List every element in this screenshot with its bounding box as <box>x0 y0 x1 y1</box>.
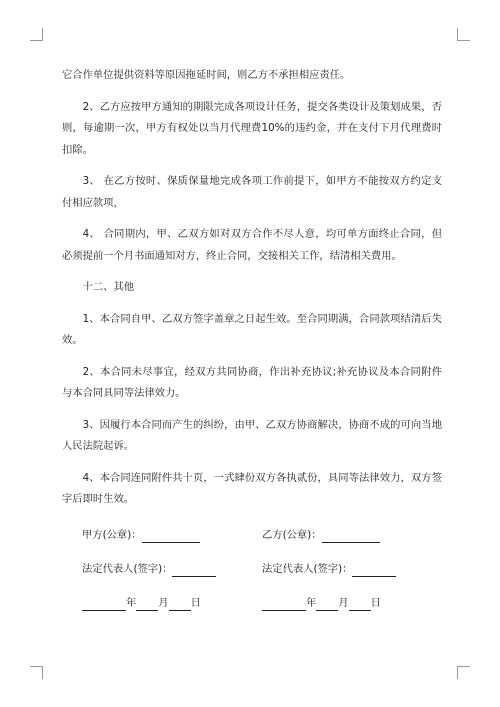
signature-row-date <box>62 589 442 619</box>
party-b-year-blank <box>262 598 306 611</box>
party-b-representative <box>262 559 442 581</box>
party-b-year-label: 年 <box>306 596 317 609</box>
document-body <box>62 65 442 619</box>
party-a-day-label: 日 <box>190 596 201 609</box>
party-b-rep-label: 法定代表人(签字)： <box>262 562 353 575</box>
party-b-month-label: 月 <box>338 596 349 609</box>
party-a-day-blank <box>169 598 191 611</box>
paragraph-other-3: 3、因履行本合同而产生的纠纷，由甲、乙双方协商解决，协商不成的可向当地人民法院起诉。 <box>62 418 442 452</box>
party-a-year-blank <box>82 598 126 611</box>
party-a-seal-blank <box>142 530 200 543</box>
paragraph-other-2: 2、本合同未尽事宜，经双方共同协商，作出补充协议;补充协议及本合同附件与本合同具同等法律效力。 <box>62 365 442 399</box>
party-a-year-label: 年 <box>126 596 137 609</box>
party-a-month-label: 月 <box>158 596 169 609</box>
signature-row-representative <box>62 555 442 585</box>
party-a-rep-label: 法定代表人(签字)： <box>82 562 173 575</box>
party-b-day-label: 日 <box>370 596 381 609</box>
paragraph-clause-2: 2、乙方应按甲方通知的期限完成各项设计任务，提交各类设计及策划成果，否则，每逾期一次，甲方有权处以当月代理费10%的违约金，并在支付下月代理费时扣除。 <box>62 100 442 156</box>
crop-mark-bottom-right <box>457 666 470 679</box>
party-b-rep-blank <box>352 564 396 577</box>
signature-row-seal <box>62 521 442 551</box>
section-heading-other: 十二、其他 <box>82 281 135 293</box>
paragraph-other-4: 4、本合同连同附件共十页，一式肆份双方各执贰份，具同等法律效力，双方签字后即时生效。 <box>62 471 442 505</box>
crop-mark-top-left <box>30 28 43 41</box>
party-b-month-blank <box>316 598 338 611</box>
party-b-seal-label: 乙方(公章)： <box>262 528 322 541</box>
party-a-date <box>62 593 262 615</box>
party-b-date <box>262 593 442 615</box>
paragraph-clause-4: 4、 合同期内，甲、乙双方如对双方合作不尽人意，均可单方面终止合同，但必须提前一个月书面通知对方，终止合同，交接相关工作，结清相关费用。 <box>62 228 442 262</box>
party-a-rep-blank <box>172 564 216 577</box>
party-b-seal <box>262 525 442 547</box>
party-a-month-blank <box>136 598 158 611</box>
paragraph-other-1: 1、本合同自甲、乙双方签字盖章之日起生效。至合同期满，合同款项结清后失效。 <box>62 312 442 346</box>
party-b-seal-blank <box>322 530 380 543</box>
crop-mark-top-right <box>457 28 470 41</box>
party-a-seal <box>62 525 262 547</box>
party-b-day-blank <box>349 598 371 611</box>
crop-mark-bottom-left <box>30 666 43 679</box>
paragraph-clause-3: 3、 在乙方按时、保质保量地完成各项工作前提下，如甲方不能按双方约定支付相应款项， <box>62 175 442 209</box>
paragraph-continuation: 它合作单位提供资料等原因拖延时间，则乙方不承担相应责任。 <box>62 69 351 81</box>
party-a-seal-label: 甲方(公章)： <box>82 528 142 541</box>
party-a-representative <box>62 559 262 581</box>
